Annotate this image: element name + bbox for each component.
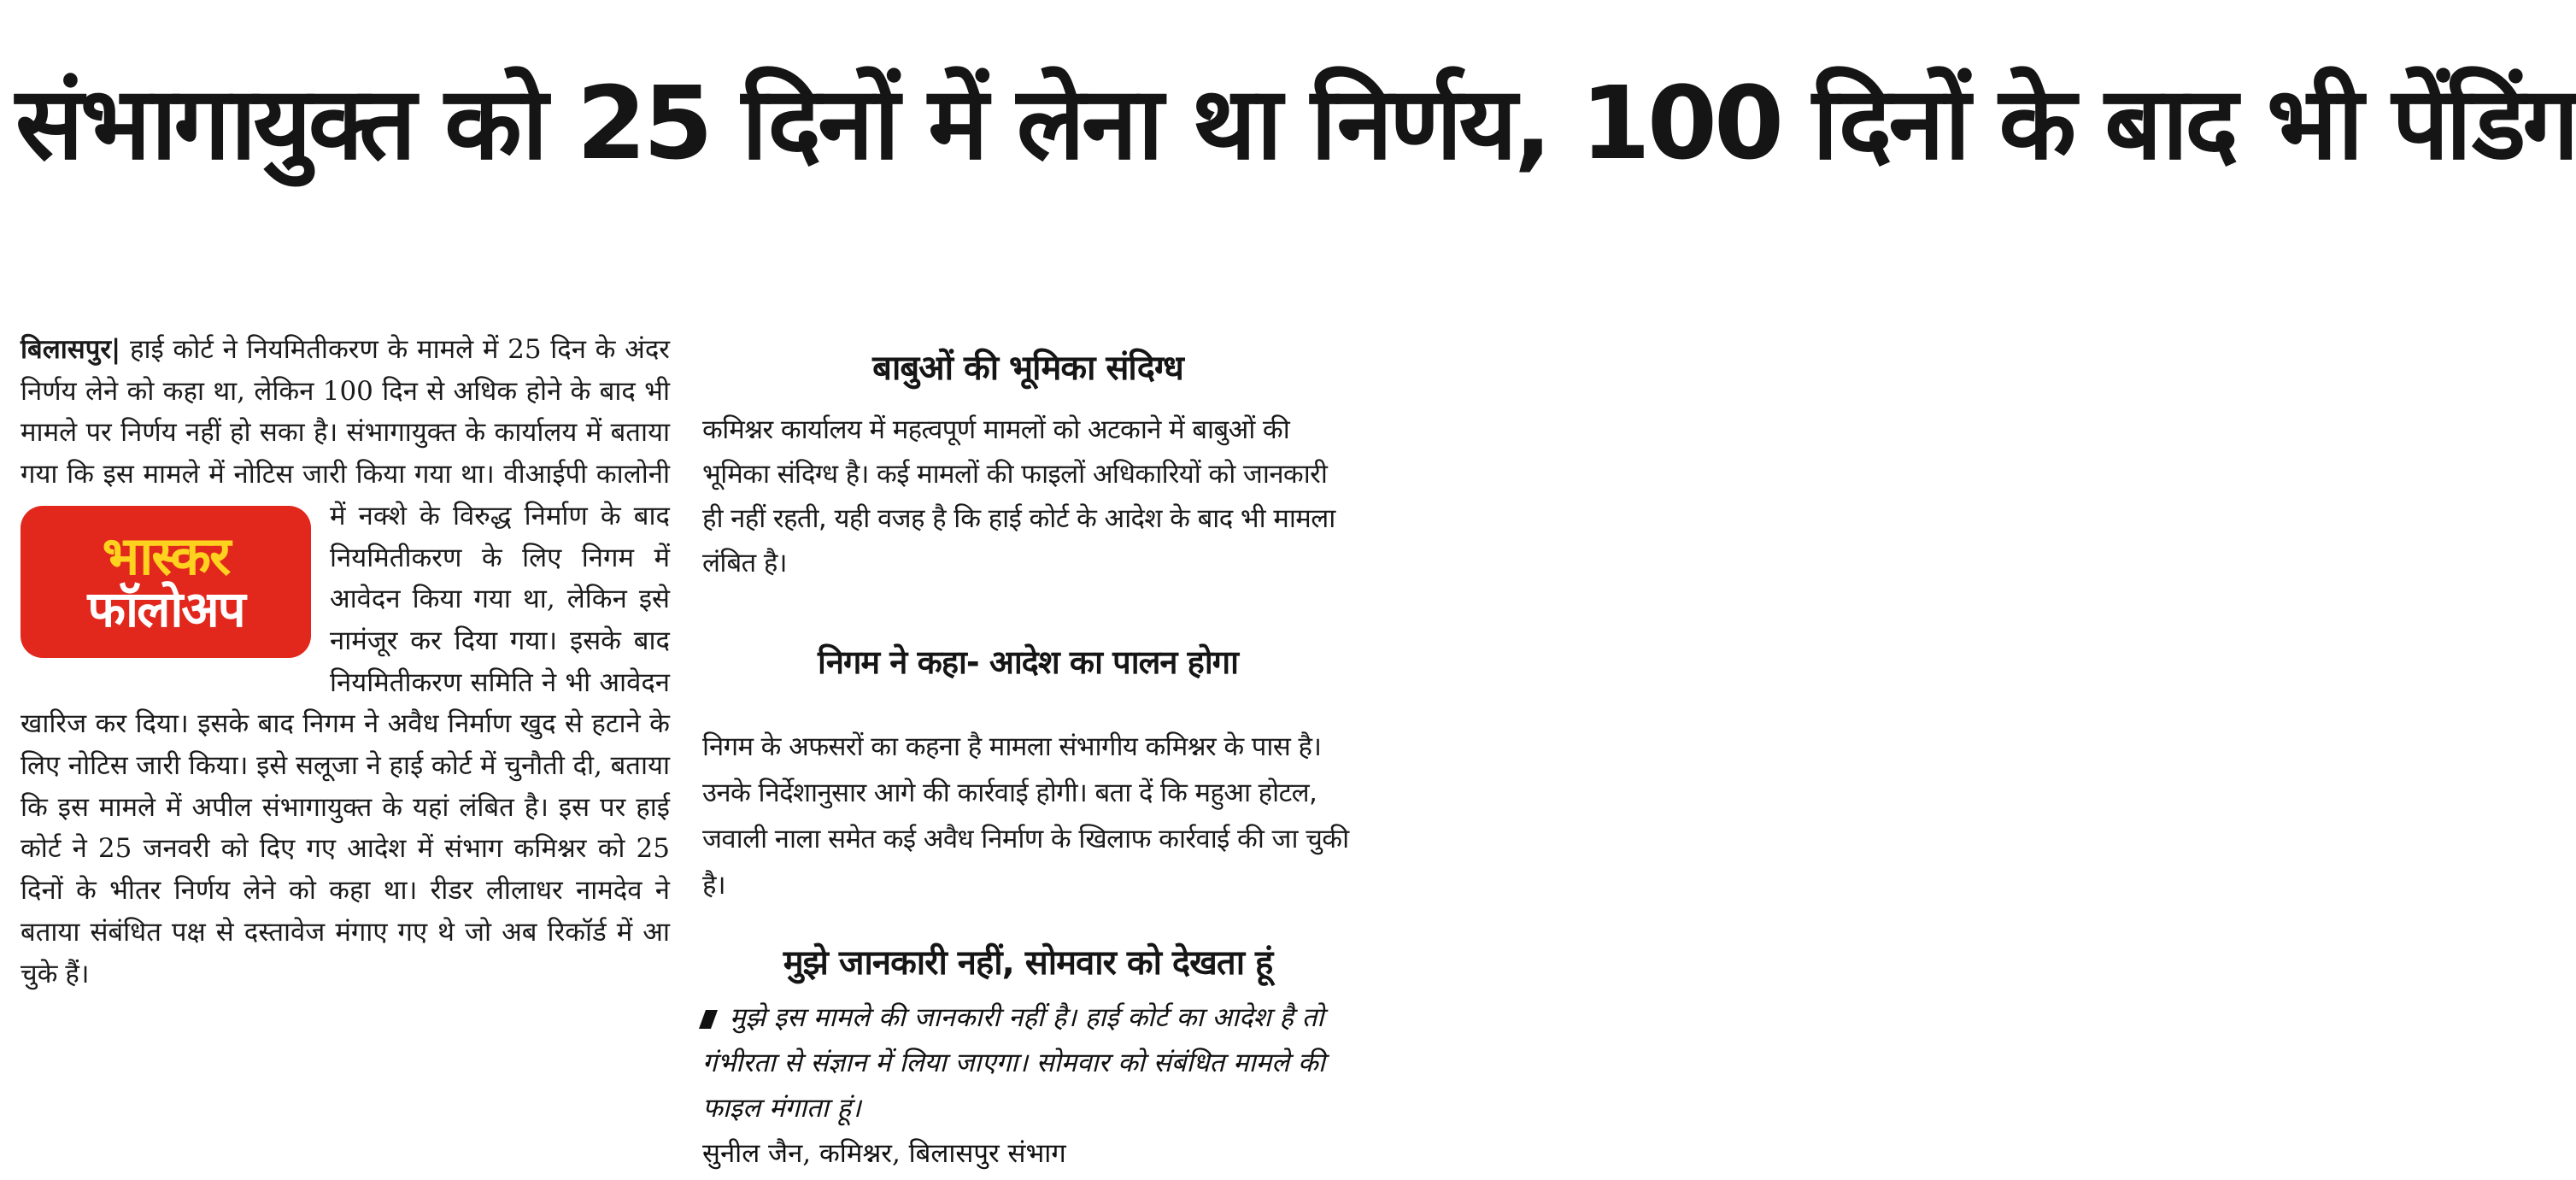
quote-marker-icon bbox=[699, 1010, 718, 1029]
subhead-babus-role: बाबुओं की भूमिका संदिग्ध bbox=[872, 349, 1183, 388]
dateline: बिलासपुर| bbox=[21, 334, 121, 365]
article-body-rest: में नक्शे के विरुद्ध निर्माण के बाद नियमितीकरण के लिए निगम में आवेदन किया गया था, लेकिन इसे नामंजूर कर दिया गया। इसके बाद नियमितीकरण समिति ने भी आवेदन खारिज कर दिया। इसके बाद निगम ने अवैध निर्माण खुद से हटाने के लिए नोटिस जारी किया। इसे सलूजा ने हाई कोर्ट में चुनौती दी, बताया कि इस मामले में अपील संभागायुक्त के यहां लंबित है। इस पर हाई कोर्ट ने 25 जनवरी को दिए गए आदेश में संभाग कमिश्नर को 25 दिनों के भीतर निर्णय लेने को कहा था। रीडर लीलाधर नामदेव ने बताया संबंधित पक्ष से दस्तावेज मंगाए गए थे जो अब रिकॉर्ड में आ चुके हैं। bbox=[21, 500, 670, 989]
subhead-commissioner-quote: मुझे जानकारी नहीं, सोमवार को देखता हूं bbox=[783, 943, 1273, 983]
paragraph-nigam-statement: निगम के अफसरों का कहना है मामला संभागीय कमिश्नर के पास है। उनके निर्देशानुसार आगे की कार्रवाई होगी। बता दें कि महुआ होटल, जवाली नाला समेत कई अवैध निर्माण के खिलाफ कार्रवाई की जा चुकी है। bbox=[702, 731, 1349, 901]
commissioner-quote bbox=[702, 995, 1353, 1131]
quote-attribution: सुनील जैन, कमिश्नर, बिलासपुर संभाग bbox=[702, 1138, 1066, 1169]
bhaskar-followup-badge bbox=[21, 506, 311, 658]
main-article-column bbox=[21, 329, 670, 995]
quote-text: मुझे इस मामले की जानकारी नहीं है। हाई कोर्ट का आदेश है तो गंभीरता से संज्ञान में लिया जाएगा। सोमवार को संबंधित मामले की फाइल मंगाता हूं। bbox=[702, 1002, 1325, 1124]
badge-line2: फॉलोअप bbox=[87, 579, 244, 638]
sidebar-column bbox=[702, 329, 1353, 1177]
headline: संभागायुक्त को 25 दिनों में लेना था निर्णय, 100 दिनों के बाद भी पेंडिंग bbox=[15, 64, 2576, 182]
article-body-lead: हाई कोर्ट ने नियमितीकरण के मामले में 25 दिन के अंदर निर्णय लेने को कहा था, लेकिन 100 दिन से अधिक होने के बाद भी मामले पर निर्णय नहीं हो सका है। संभागायुक्त के कार्यालय में बताया गया कि इस मामले में नोटिस जारी किया गया था। वीआईपी कालोनी bbox=[21, 334, 670, 490]
badge-line1: भास्कर bbox=[102, 524, 230, 587]
subhead-nigam-statement: निगम ने कहा- आदेश का पालन होगा bbox=[818, 643, 1238, 681]
paragraph-babus-role: कमिश्नर कार्यालय में महत्वपूर्ण मामलों को अटकाने में बाबुओं की भूमिका संदिग्ध है। कई मामलों की फाइलों अधिकारियों को जानकारी ही नहीं रहती, यही वजह है कि हाई कोर्ट के आदेश के बाद भी मामला लंबित है। bbox=[702, 414, 1335, 578]
